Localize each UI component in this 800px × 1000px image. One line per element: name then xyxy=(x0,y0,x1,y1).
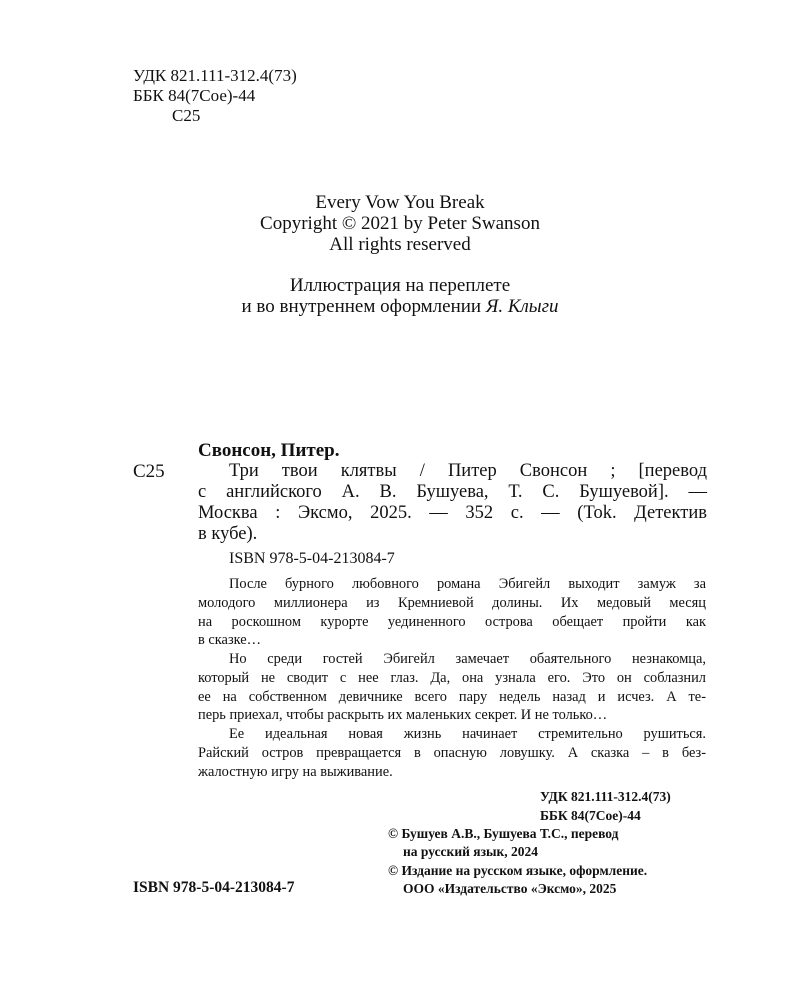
annotation-line: ее на собственном девичнике всего пару недель назад и исчез. А те- xyxy=(198,689,706,705)
copyright-line: Copyright © 2021 by Peter Swanson xyxy=(260,213,540,234)
card-isbn: ISBN 978-5-04-213084-7 xyxy=(229,550,395,567)
annotation-line: в сказке… xyxy=(198,632,262,648)
card-description-line: с английского А. В. Бушуева, Т. С. Бушуевой]. — xyxy=(198,482,707,502)
edition-copyright-line1: © Издание на русском языке, оформление. xyxy=(388,863,648,878)
translation-copyright-line2: на русский язык, 2024 xyxy=(403,844,539,859)
illustrator-name: Я. Клыги xyxy=(485,296,559,317)
isbn-bottom: ISBN 978-5-04-213084-7 xyxy=(133,879,295,896)
bbk-code: ББК 84(7Сое)-44 xyxy=(133,86,256,105)
illustration-credit-line1: Иллюстрация на переплете xyxy=(289,275,511,296)
illustration-credit-line2 xyxy=(0,296,800,318)
rights-line: All rights reserved xyxy=(329,234,471,255)
edition-copyright-line2: ООО «Издательство «Эксмо», 2025 xyxy=(403,881,617,896)
card-description-line: Три твои клятвы / Питер Свонсон ; [перевод xyxy=(229,461,707,481)
annotation-line: на роскошном курорте уединенного острова обещает пройти как xyxy=(198,614,706,630)
translation-copyright-line1: © Бушуев А.В., Бушуева Т.С., перевод xyxy=(388,826,619,841)
annotation-line: Ее идеальная новая жизнь начинает стремительно рушиться. xyxy=(229,726,706,742)
card-author: Свонсон, Питер. xyxy=(198,440,340,461)
annotation-line: жалостную игру на выживание. xyxy=(198,764,393,780)
bottom-udk-code: УДК 821.111-312.4(73) xyxy=(540,789,671,804)
annotation-line: Но среди гостей Эбигейл замечает обаятельного незнакомца, xyxy=(229,651,706,667)
illustration-credit-prefix: и во внутреннем оформлении xyxy=(241,296,486,317)
annotation-line: После бурного любовного романа Эбигейл выходит замуж за xyxy=(229,576,706,592)
card-description-line: Москва : Эксмо, 2025. — 352 с. — (Tok. Детектив xyxy=(198,503,707,523)
udk-code: УДК 821.111-312.4(73) xyxy=(133,66,297,85)
author-mark: С25 xyxy=(172,106,201,125)
annotation-line: Райский остров превращается в опасную ловушку. А сказка – в без- xyxy=(198,745,706,761)
annotation-line: перь приехал, чтобы раскрыть их маленьких секрет. И не только… xyxy=(198,707,608,723)
card-author-mark: С25 xyxy=(133,461,165,482)
bottom-bbk-code: ББК 84(7Сое)-44 xyxy=(540,808,641,823)
annotation-line: молодого миллионера из Кремниевой долины. Их медовый месяц xyxy=(198,595,706,611)
original-title: Every Vow You Break xyxy=(315,192,485,213)
card-description-line: в кубе). xyxy=(198,524,258,544)
annotation-line: который не сводит с нее глаз. Да, она узнала его. Это он соблазнил xyxy=(198,670,706,686)
